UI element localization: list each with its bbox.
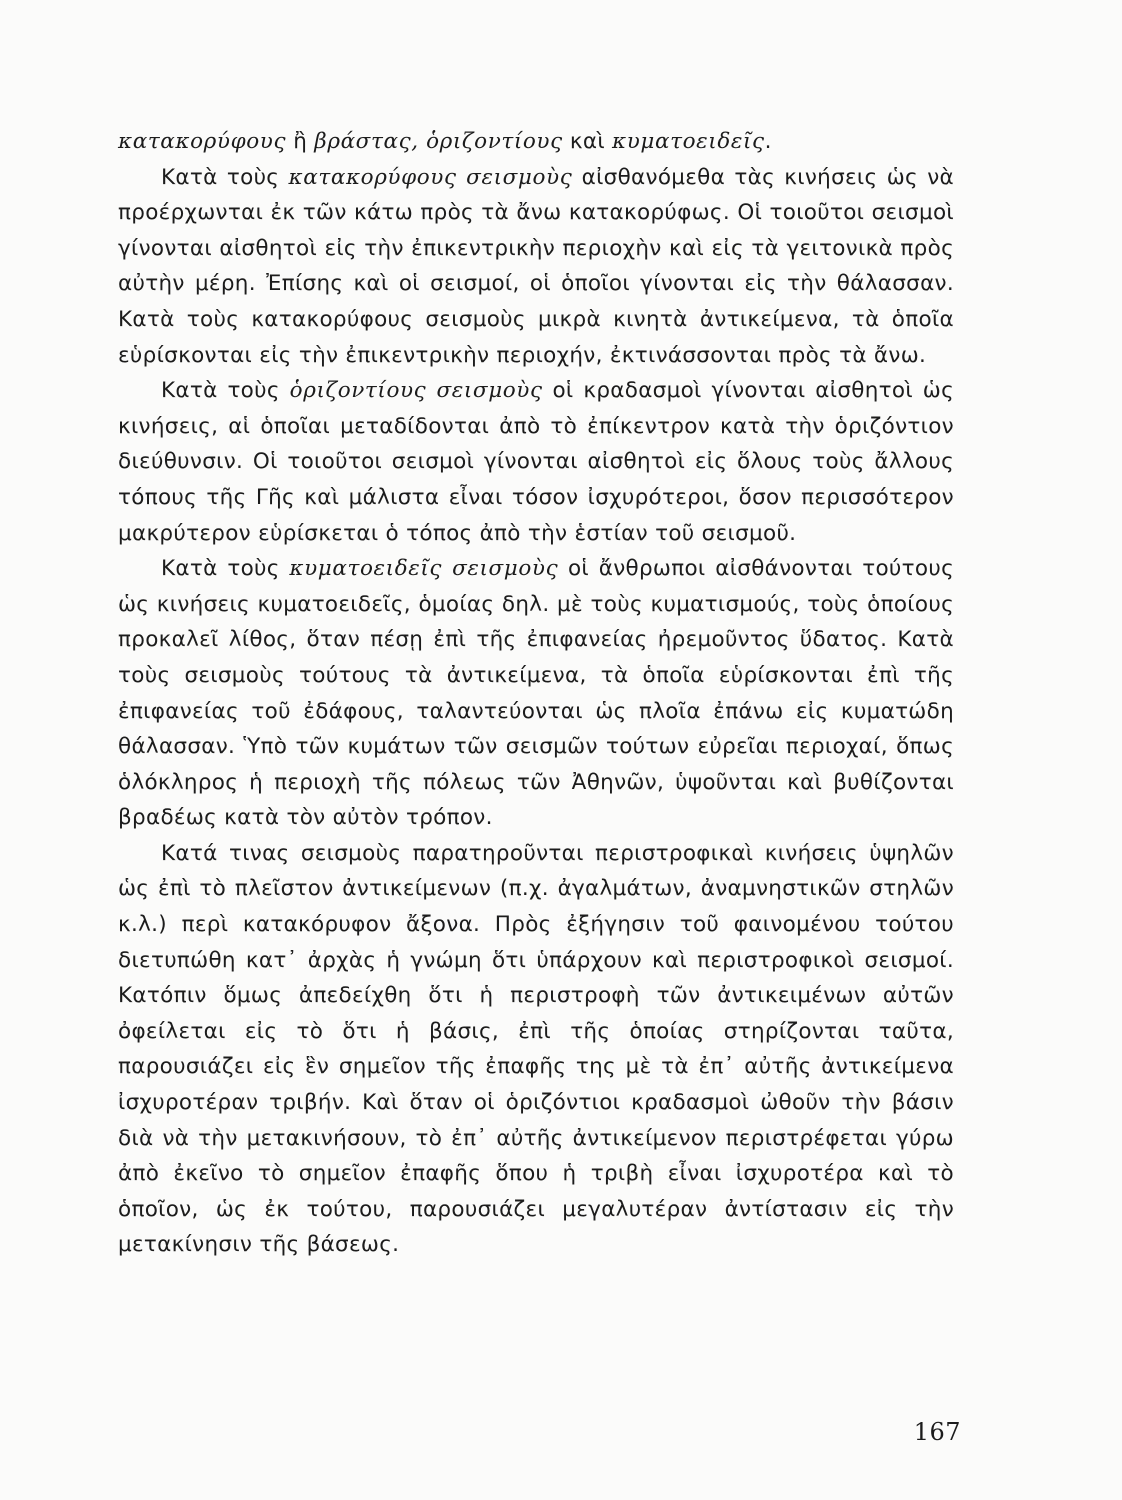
- body-text: [118, 124, 954, 1263]
- page-number: 167: [913, 1418, 961, 1446]
- text-run: Κατά τινας σεισμοὺς παρατηροῦνται περιστροφικαὶ κινήσεις ὑψηλῶν ὡς ἐπὶ τὸ πλεῖστον ἀντικείμενων (π.χ. ἀγαλμάτων, ἀναμνηστικῶν στηλῶν κ.λ.) περὶ κατακόρυφον ἄξονα. Πρὸς ἐξήγησιν τοῦ φαινομένου τούτου διετυπώθη κατ᾽ ἀρχὰς ἡ γνώμη ὅτι ὑπάρχουν καὶ περιστροφικοὶ σεισμοί. Κατόπιν ὅμως ἀπεδείχθη ὅτι ἡ περιστροφὴ τῶν ἀντικειμένων αὐτῶν ὀφείλεται εἰς τὸ ὅτι ἡ βάσις, ἐπὶ τῆς ὁποίας στηρίζονται ταῦτα, παρουσιάζει εἰς ἓν σημεῖον τῆς ἐπαφῆς της μὲ τὰ ἐπ᾽ αὐτῆς ἀντικείμενα ἰσχυροτέραν τριβήν. Καὶ ὅταν οἱ ὁριζόντιοι κραδασμοὶ ὠθοῦν τὴν βάσιν διὰ νὰ τὴν μετακινήσουν, τὸ ἐπ᾽ αὐτῆς ἀντικείμενον περιστρέφεται γύρω ἀπὸ ἐκεῖνο τὸ σημεῖον ἐπαφῆς ὅπου ἡ τριβὴ εἶναι ἰσχυροτέρα καὶ τὸ ὁποῖον, ὡς ἐκ τούτου, παρουσιάζει μεγαλυτέραν ἀντίστασιν εἰς τὴν μετακίνησιν τῆς βάσεως.: [118, 840, 954, 1258]
- text-run: Κατὰ τοὺς: [161, 378, 290, 404]
- italic-run: κατακορύφους: [118, 129, 287, 154]
- text-run: Κατὰ τοὺς: [161, 164, 289, 190]
- italic-run: βράστας, ὁριζοντίους: [314, 129, 563, 154]
- italic-run: κατακορύφους σεισμοὺς: [288, 164, 573, 190]
- text-run: .: [764, 129, 772, 154]
- italic-run: ὁριζοντίους σεισμοὺς: [289, 378, 543, 404]
- text-run: οἱ ἄνθρωποι αἰσθάνονται τούτους ὡς κινήσεις κυματοειδεῖς, ὁμοίας δηλ. μὲ τοὺς κυματισμούς, τοὺς ὁποίους προκαλεῖ λίθος, ὅταν πέσῃ ἐπὶ τῆς ἐπιφανείας ἠρεμοῦντος ὕδατος. Κατὰ τοὺς σεισμοὺς τούτους τὰ ἀντικείμενα, τὰ ὁποῖα εὑρίσκονται ἐπὶ τῆς ἐπιφανείας τοῦ ἐδάφους, ταλαντεύονται ὡς πλοῖα ἐπάνω εἰς κυματώδη θάλασσαν. Ὑπὸ τῶν κυμάτων τῶν σεισμῶν τούτων εὐρεῖαι περιοχαί, ὅπως ὁλόκληρος ἡ περιοχὴ τῆς πόλεως τῶν Ἀθηνῶν, ὑψοῦνται καὶ βυθίζονται βραδέως κατὰ τὸν αὐτὸν τρόπον.: [118, 556, 955, 831]
- text-run: ἢ: [286, 129, 315, 154]
- italic-run: κυματοειδεῖς σεισμοὺς: [289, 556, 559, 582]
- paragraph-rotational-movements: [118, 836, 954, 1263]
- paragraph-horizontal-quakes: [118, 373, 954, 551]
- paragraph-wave-quakes: [118, 551, 954, 836]
- text-run: Κατὰ τοὺς: [161, 556, 290, 582]
- text-run: αἰσθανόμεθα τὰς κινήσεις ὡς νὰ προέρχωνται ἐκ τῶν κάτω πρὸς τὰ ἄνω κατακορύφως. Οἱ τοιοῦτοι σεισμοὶ γίνονται αἰσθητοὶ εἰς τὴν ἐπικεντρικὴν περιοχὴν καὶ εἰς τὰ γειτονικὰ πρὸς αὐτὴν μέρη. Ἐπίσης καὶ οἱ σεισμοί, οἱ ὁποῖοι γίνονται εἰς τὴν θάλασσαν. Κατὰ τοὺς κατακορύφους σεισμοὺς μικρὰ κινητὰ ἀντικείμενα, τὰ ὁποῖα εὑρίσκονται εἰς τὴν ἐπικεντρικὴν περιοχήν, ἐκτινάσσονται πρὸς τὰ ἄνω.: [118, 164, 954, 368]
- text-run: οἱ κραδασμοὶ γίνονται αἰσθητοὶ ὡς κινήσεις, αἱ ὁποῖαι μεταδίδονται ἀπὸ τὸ ἐπίκεντρον κατὰ τὴν ὁριζόντιον διεύθυνσιν. Οἱ τοιοῦτοι σεισμοὶ γίνονται αἰσθητοὶ εἰς ὅλους τοὺς ἄλλους τόπους τῆς Γῆς καὶ μάλιστα εἶναι τόσον ἰσχυρότεροι, ὅσον περισσότερον μακρύτερον εὑρίσκεται ὁ τόπος ἀπὸ τὴν ἑστίαν τοῦ σεισμοῦ.: [118, 378, 954, 546]
- paragraph-1-continuation: [118, 124, 954, 160]
- paragraph-vertical-quakes: [118, 160, 954, 374]
- text-run: καὶ: [562, 129, 613, 154]
- italic-run: κυματοειδεῖς: [612, 129, 765, 154]
